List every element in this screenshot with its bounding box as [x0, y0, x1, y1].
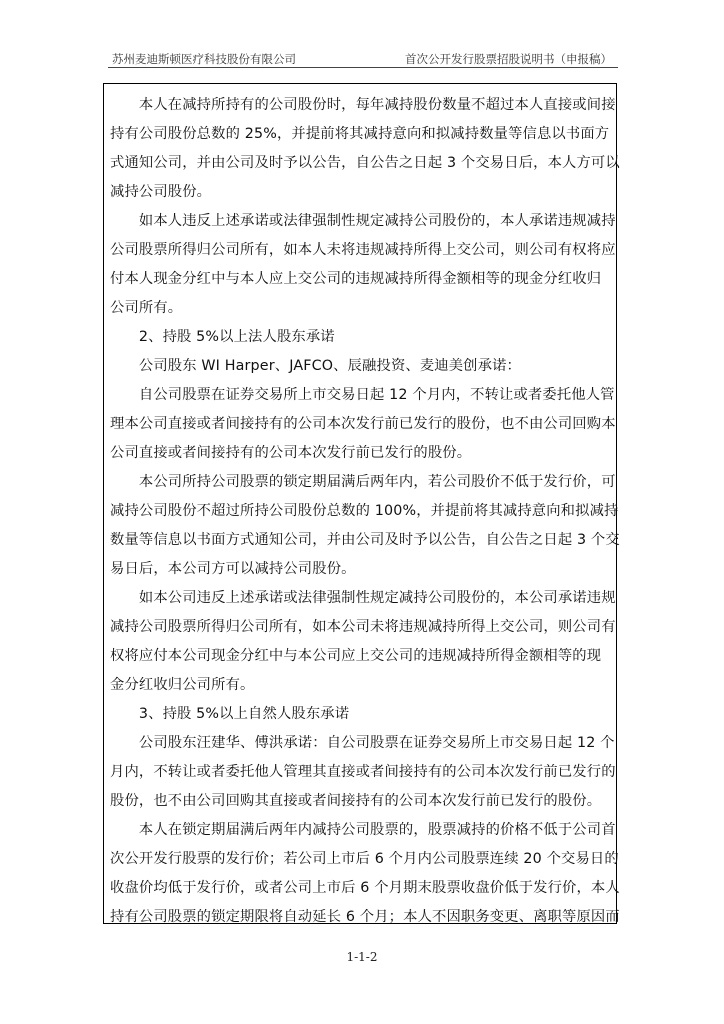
text-line: 自公司股票在证券交易所上市交易日起 12 个月内，不转让或者委托他人管 — [110, 387, 615, 403]
paragraph-post-lockup-disposal — [110, 468, 620, 584]
text-line: 公司股东汪建华、傅洪承诺：自公司股票在证券交易所上市交易日起 12 个 — [110, 735, 615, 751]
text-line: 易日后，本公司方可以减持公司股份。 — [110, 561, 356, 577]
text-line: 减持公司股份。 — [110, 184, 212, 200]
paragraph-price-commitment — [110, 816, 620, 932]
text-line: 付本人现金分红中与本人应上交公司的违规减持所得金额相等的现金分红收归 — [110, 271, 602, 287]
section-heading-individual-shareholders — [110, 700, 615, 729]
text-line: 式通知公司，并由公司及时予以公告，自公告之日起 3 个交易日后，本人方可以 — [110, 155, 620, 171]
text-line: 本人在锁定期届满后两年内减持公司股票的，股票减持的价格不低于公司首 — [110, 822, 616, 838]
text-line: 理本公司直接或者间接持有的公司本次发行前已发行的股份，也不由公司回购本 — [110, 416, 616, 432]
text-line: 持有公司股票的锁定期限将自动延长 6 个月；本人不因职务变更、离职等原因而 — [110, 909, 620, 925]
text-line: 收盘价均低于发行价，或者公司上市后 6 个月期末股票收盘价低于发行价，本人 — [110, 880, 620, 896]
text-line: 减持公司股票所得归公司所有，如本公司未将违规减持所得上交公司，则公司有 — [110, 619, 616, 635]
text-line: 公司股东 WI Harper、JAFCO、辰融投资、麦迪美创承诺： — [110, 358, 521, 374]
paragraph-lockup-12-months — [110, 381, 615, 468]
text-line: 本人在减持所持有的公司股份时，每年减持股份数量不超过本人直接或间接 — [110, 97, 616, 113]
paragraph-violation-penalty — [110, 207, 615, 323]
page-header — [108, 49, 618, 67]
text-line: 公司直接或者间接持有的公司本次发行前已发行的股份。 — [110, 445, 472, 461]
text-line: 月内，不转让或者委托他人管理其直接或者间接持有的公司本次发行前已发行的 — [110, 764, 616, 780]
text-line: 公司股票所得归公司所有，如本人未将违规减持所得上交公司，则公司有权将应 — [110, 242, 616, 258]
text-line: 权将应付本公司现金分红中与本公司应上交公司的违规减持所得金额相等的现 — [110, 648, 602, 664]
header-document-title: 首次公开发行股票招股说明书（申报稿） — [405, 52, 612, 66]
header-company-name: 苏州麦迪斯顿医疗科技股份有限公司 — [112, 52, 296, 66]
paragraph-shareholder-list — [110, 352, 615, 381]
text-line: 本公司所持公司股票的锁定期届满后两年内，若公司股价不低于发行价，可 — [110, 474, 616, 490]
text-line: 如本人违反上述承诺或法律强制性规定减持公司股份的，本人承诺违规减持 — [110, 213, 616, 229]
text-line: 数量等信息以书面方式通知公司，并由公司及时予以公告，自公告之日起 3 个交 — [110, 532, 620, 548]
page-number: 1-1-2 — [346, 950, 378, 964]
paragraph-disposal-limit — [110, 91, 620, 207]
text-line: 如本公司违反上述承诺或法律强制性规定减持公司股份的，本公司承诺违规 — [110, 590, 616, 606]
text-line: 股份，也不由公司回购其直接或者间接持有的公司本次发行前已发行的股份。 — [110, 793, 602, 809]
section-heading-corporate-shareholders — [110, 323, 615, 352]
text-line: 减持公司股份不超过所持公司股份总数的 100%，并提前将其减持意向和拟减持 — [110, 503, 619, 519]
header-divider — [108, 67, 618, 68]
paragraph-individual-lockup — [110, 729, 615, 816]
paragraph-corporate-violation-penalty — [110, 584, 615, 700]
text-line: 2、持股 5%以上法人股东承诺 — [110, 329, 335, 345]
text-line: 次公开发行股票的发行价；若公司上市后 6 个月内公司股票连续 20 个交易日的 — [110, 851, 619, 867]
text-line: 金分红收归公司所有。 — [110, 677, 255, 693]
text-line: 3、持股 5%以上自然人股东承诺 — [110, 706, 350, 722]
text-line: 持有公司股份总数的 25%，并提前将其减持意向和拟减持数量等信息以书面方 — [110, 126, 610, 142]
text-line: 公司所有。 — [110, 300, 183, 316]
